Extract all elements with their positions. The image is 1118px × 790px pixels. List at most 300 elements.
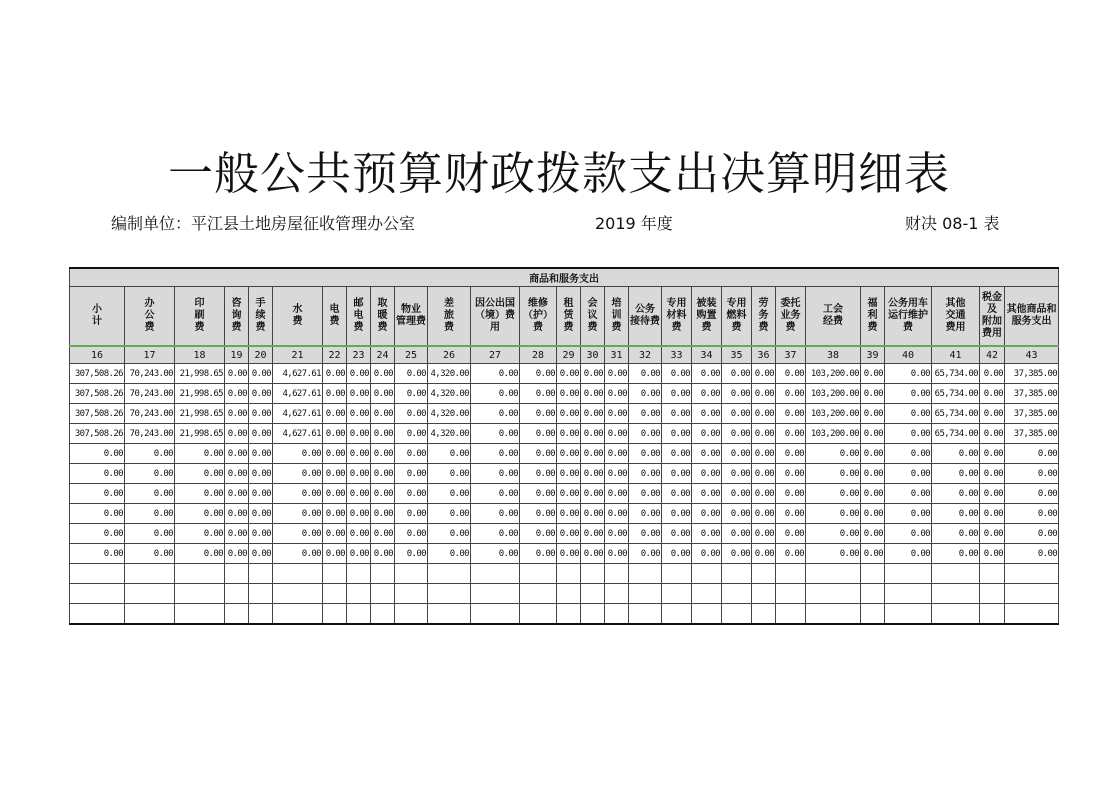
table-cell: 0.00: [125, 504, 175, 524]
table-cell: 0.00: [347, 444, 371, 464]
table-cell: 0.00: [428, 524, 471, 544]
table-cell: 0.00: [249, 544, 273, 564]
table-cell: 0.00: [371, 484, 395, 504]
table-cell: 0.00: [885, 404, 932, 424]
column-header: 公务用车 运行维护费: [885, 287, 932, 347]
table-row: [70, 444, 1059, 464]
table-cell: 0.00: [70, 544, 125, 564]
table-cell: 0.00: [980, 444, 1005, 464]
table-cell: 0.00: [249, 404, 273, 424]
table-cell: 0.00: [932, 524, 980, 544]
table-cell: 0.00: [471, 424, 520, 444]
table-cell: 21,998.65: [175, 384, 225, 404]
table-row: [70, 464, 1059, 484]
table-cell: 0.00: [395, 444, 428, 464]
table-cell: 0.00: [662, 464, 692, 484]
table-cell: 0.00: [225, 364, 249, 384]
table-cell: 0.00: [692, 364, 722, 384]
empty-cell: [323, 564, 347, 584]
table-cell: 0.00: [885, 384, 932, 404]
empty-cell: [471, 584, 520, 604]
column-number: 21: [273, 346, 323, 364]
table-row: [70, 524, 1059, 544]
table-cell: 0.00: [273, 544, 323, 564]
table-cell: 0.00: [861, 364, 885, 384]
table-cell: 0.00: [752, 404, 776, 424]
table-cell: 0.00: [581, 364, 605, 384]
table-cell: 0.00: [347, 484, 371, 504]
empty-cell: [520, 584, 557, 604]
empty-cell: [932, 564, 980, 584]
empty-cell: [752, 604, 776, 625]
table-cell: 0.00: [225, 424, 249, 444]
table-cell: 4,627.61: [273, 404, 323, 424]
column-number: 36: [752, 346, 776, 364]
table-cell: 0.00: [471, 484, 520, 504]
band-title: 商品和服务支出: [70, 268, 1059, 287]
empty-cell: [806, 604, 861, 625]
empty-cell: [629, 604, 662, 625]
table-cell: 4,320.00: [428, 404, 471, 424]
table-cell: 0.00: [722, 364, 752, 384]
table-cell: 0.00: [557, 364, 581, 384]
table-cell: 0.00: [662, 404, 692, 424]
column-number: 38: [806, 346, 861, 364]
table-cell: 70,243.00: [125, 384, 175, 404]
table-cell: 0.00: [581, 384, 605, 404]
table-cell: 0.00: [980, 504, 1005, 524]
table-cell: 0.00: [752, 504, 776, 524]
empty-cell: [692, 584, 722, 604]
table-cell: 0.00: [861, 424, 885, 444]
table-cell: 0.00: [371, 504, 395, 524]
table-cell: 70,243.00: [125, 364, 175, 384]
table-cell: 0.00: [662, 544, 692, 564]
table-cell: 0.00: [692, 544, 722, 564]
empty-cell: [395, 584, 428, 604]
empty-cell: [347, 564, 371, 584]
empty-cell: [70, 584, 125, 604]
table-cell: 0.00: [722, 544, 752, 564]
column-header: 因公出国 （境）费用: [471, 287, 520, 347]
table-cell: 0.00: [175, 464, 225, 484]
table-cell: 0.00: [662, 364, 692, 384]
table-cell: 4,627.61: [273, 384, 323, 404]
table-cell: 0.00: [885, 504, 932, 524]
table-cell: 0.00: [520, 404, 557, 424]
table-cell: 0.00: [471, 444, 520, 464]
column-number: 34: [692, 346, 722, 364]
table-cell: 0.00: [395, 464, 428, 484]
table-cell: 0.00: [557, 524, 581, 544]
table-cell: 65,734.00: [932, 424, 980, 444]
empty-cell: [273, 584, 323, 604]
column-header: 维修 （护）费: [520, 287, 557, 347]
empty-cell: [692, 604, 722, 625]
table-cell: 0.00: [722, 464, 752, 484]
table-cell: 0.00: [557, 504, 581, 524]
table-cell: 0.00: [323, 444, 347, 464]
table-cell: 0.00: [885, 464, 932, 484]
column-header: 会 议 费: [581, 287, 605, 347]
column-number: 42: [980, 346, 1005, 364]
table-row: [70, 544, 1059, 564]
empty-cell: [722, 584, 752, 604]
table-cell: 0.00: [605, 464, 629, 484]
column-header: 取 暖 费: [371, 287, 395, 347]
table-cell: 0.00: [520, 504, 557, 524]
table-cell: 65,734.00: [932, 364, 980, 384]
empty-cell: [1005, 604, 1059, 625]
table-cell: 0.00: [581, 404, 605, 424]
table-cell: 0.00: [371, 404, 395, 424]
table-cell: 0.00: [861, 404, 885, 424]
expenditure-table: [69, 267, 1059, 625]
empty-row: [70, 604, 1059, 625]
table-row: [70, 384, 1059, 404]
table-cell: 0.00: [1005, 464, 1059, 484]
empty-cell: [225, 604, 249, 625]
table-cell: 0.00: [70, 464, 125, 484]
table-row: [70, 504, 1059, 524]
table-cell: 0.00: [273, 444, 323, 464]
column-number: 37: [776, 346, 806, 364]
table-cell: 0.00: [471, 524, 520, 544]
table-cell: 0.00: [471, 504, 520, 524]
table-cell: 0.00: [323, 544, 347, 564]
table-cell: 0.00: [581, 424, 605, 444]
table-cell: 0.00: [395, 404, 428, 424]
table-cell: 0.00: [980, 364, 1005, 384]
table-cell: 0.00: [806, 464, 861, 484]
table-cell: 0.00: [1005, 544, 1059, 564]
column-number: 20: [249, 346, 273, 364]
table-cell: 0.00: [722, 504, 752, 524]
empty-cell: [175, 564, 225, 584]
table-cell: 0.00: [752, 444, 776, 464]
table-cell: 0.00: [581, 524, 605, 544]
empty-cell: [776, 604, 806, 625]
column-header: 咨 询 费: [225, 287, 249, 347]
column-number-row: [70, 346, 1059, 364]
column-header: 物业 管理费: [395, 287, 428, 347]
table-cell: 0.00: [428, 444, 471, 464]
empty-cell: [662, 584, 692, 604]
table-cell: 0.00: [125, 484, 175, 504]
empty-cell: [125, 564, 175, 584]
empty-cell: [980, 584, 1005, 604]
column-header: 公务 接待费: [629, 287, 662, 347]
empty-cell: [273, 564, 323, 584]
table-row: [70, 404, 1059, 424]
table-cell: 0.00: [722, 384, 752, 404]
table-cell: 0.00: [1005, 484, 1059, 504]
table-cell: 0.00: [273, 464, 323, 484]
table-cell: 0.00: [581, 484, 605, 504]
table-cell: 0.00: [347, 464, 371, 484]
table-cell: 0.00: [428, 464, 471, 484]
empty-cell: [428, 564, 471, 584]
table-cell: 0.00: [722, 404, 752, 424]
table-cell: 0.00: [932, 464, 980, 484]
empty-cell: [249, 564, 273, 584]
empty-cell: [249, 604, 273, 625]
table-cell: 0.00: [557, 404, 581, 424]
table-cell: 0.00: [605, 444, 629, 464]
column-number: 43: [1005, 346, 1059, 364]
table-cell: 0.00: [980, 384, 1005, 404]
table-cell: 0.00: [225, 404, 249, 424]
table-cell: 65,734.00: [932, 404, 980, 424]
column-header: 其他 交通 费用: [932, 287, 980, 347]
table-cell: 0.00: [885, 444, 932, 464]
table-cell: 0.00: [776, 444, 806, 464]
table-cell: 0.00: [249, 384, 273, 404]
table-cell: 0.00: [249, 464, 273, 484]
table-cell: 0.00: [557, 424, 581, 444]
table-cell: 0.00: [722, 424, 752, 444]
table-cell: 0.00: [980, 524, 1005, 544]
table-cell: 0.00: [629, 424, 662, 444]
table-cell: 0.00: [885, 484, 932, 504]
column-number: 22: [323, 346, 347, 364]
table-cell: 0.00: [605, 424, 629, 444]
table-cell: 0.00: [776, 544, 806, 564]
empty-cell: [885, 564, 932, 584]
empty-cell: [581, 604, 605, 625]
column-number: 35: [722, 346, 752, 364]
column-number: 25: [395, 346, 428, 364]
table-cell: 0.00: [861, 384, 885, 404]
report-title: 一般公共预算财政拨款支出决算明细表: [167, 147, 950, 200]
table-cell: 0.00: [692, 444, 722, 464]
table-cell: 0.00: [885, 424, 932, 444]
table-cell: 0.00: [347, 384, 371, 404]
column-number: 23: [347, 346, 371, 364]
table-cell: 0.00: [722, 444, 752, 464]
table-cell: 0.00: [1005, 504, 1059, 524]
table-cell: 0.00: [347, 524, 371, 544]
table-cell: 0.00: [722, 484, 752, 504]
table-cell: 0.00: [557, 384, 581, 404]
column-header: 邮 电 费: [347, 287, 371, 347]
table-cell: 0.00: [323, 524, 347, 544]
table-cell: 0.00: [225, 504, 249, 524]
column-header: 差 旅 费: [428, 287, 471, 347]
table-cell: 0.00: [371, 364, 395, 384]
table-cell: 0.00: [249, 424, 273, 444]
table-cell: 0.00: [776, 384, 806, 404]
table-cell: 0.00: [885, 544, 932, 564]
table-cell: 0.00: [776, 364, 806, 384]
table-cell: 0.00: [629, 404, 662, 424]
table-cell: 0.00: [806, 524, 861, 544]
table-cell: 0.00: [175, 524, 225, 544]
compiling-unit: 编制单位：平江县土地房屋征收管理办公室: [111, 214, 416, 233]
table-cell: 4,627.61: [273, 364, 323, 384]
table-cell: 0.00: [980, 424, 1005, 444]
column-number: 39: [861, 346, 885, 364]
table-cell: 4,320.00: [428, 424, 471, 444]
table-cell: 0.00: [395, 524, 428, 544]
column-header: 租 赁 费: [557, 287, 581, 347]
table-cell: 0.00: [662, 424, 692, 444]
empty-cell: [557, 564, 581, 584]
table-cell: 0.00: [520, 384, 557, 404]
table-cell: 65,734.00: [932, 384, 980, 404]
table-cell: 70,243.00: [125, 424, 175, 444]
table-cell: 0.00: [520, 464, 557, 484]
table-cell: 37,385.00: [1005, 404, 1059, 424]
table-cell: 0.00: [776, 424, 806, 444]
table-cell: 0.00: [395, 504, 428, 524]
table-cell: 0.00: [428, 484, 471, 504]
empty-cell: [1005, 584, 1059, 604]
column-number: 41: [932, 346, 980, 364]
table-cell: 21,998.65: [175, 364, 225, 384]
empty-cell: [861, 604, 885, 625]
table-cell: 0.00: [323, 404, 347, 424]
table-cell: 0.00: [175, 504, 225, 524]
table-cell: 0.00: [273, 524, 323, 544]
table-cell: 0.00: [605, 524, 629, 544]
table-cell: 0.00: [692, 424, 722, 444]
table-cell: 0.00: [70, 484, 125, 504]
table-cell: 0.00: [776, 524, 806, 544]
empty-cell: [347, 604, 371, 625]
column-number: 31: [605, 346, 629, 364]
column-number: 28: [520, 346, 557, 364]
empty-cell: [605, 564, 629, 584]
table-cell: 70,243.00: [125, 404, 175, 424]
table-cell: 0.00: [692, 524, 722, 544]
table-cell: 0.00: [861, 544, 885, 564]
table-cell: 0.00: [273, 484, 323, 504]
table-cell: 103,200.00: [806, 364, 861, 384]
table-cell: 0.00: [861, 524, 885, 544]
table-cell: 0.00: [806, 444, 861, 464]
empty-cell: [662, 604, 692, 625]
table-cell: 0.00: [932, 544, 980, 564]
table-cell: 0.00: [225, 464, 249, 484]
table-cell: 0.00: [692, 504, 722, 524]
empty-cell: [557, 584, 581, 604]
table-cell: 0.00: [225, 444, 249, 464]
table-cell: 21,998.65: [175, 404, 225, 424]
table-cell: 0.00: [932, 484, 980, 504]
table-cell: 0.00: [70, 524, 125, 544]
empty-cell: [371, 584, 395, 604]
empty-cell: [980, 564, 1005, 584]
table-cell: 0.00: [1005, 444, 1059, 464]
table-cell: 0.00: [125, 444, 175, 464]
table-cell: 0.00: [581, 504, 605, 524]
fiscal-year: 2019 年度: [595, 214, 673, 233]
table-cell: 0.00: [371, 544, 395, 564]
table-cell: 0.00: [885, 524, 932, 544]
column-header: 委托 业务费: [776, 287, 806, 347]
table-cell: 0.00: [471, 364, 520, 384]
empty-cell: [175, 584, 225, 604]
table-cell: 0.00: [980, 484, 1005, 504]
table-cell: 0.00: [662, 484, 692, 504]
table-cell: 0.00: [557, 444, 581, 464]
table-cell: 0.00: [629, 364, 662, 384]
empty-row: [70, 564, 1059, 584]
table-cell: 0.00: [629, 384, 662, 404]
empty-cell: [273, 604, 323, 625]
table-cell: 0.00: [629, 544, 662, 564]
empty-cell: [125, 584, 175, 604]
empty-cell: [776, 584, 806, 604]
table-cell: 0.00: [395, 544, 428, 564]
empty-cell: [629, 584, 662, 604]
column-header: 被装 购置费: [692, 287, 722, 347]
table-cell: 0.00: [70, 504, 125, 524]
table-cell: 0.00: [722, 524, 752, 544]
table-cell: 0.00: [520, 364, 557, 384]
table-cell: 0.00: [225, 484, 249, 504]
table-cell: 103,200.00: [806, 384, 861, 404]
empty-cell: [371, 564, 395, 584]
empty-row: [70, 584, 1059, 604]
table-cell: 4,627.61: [273, 424, 323, 444]
table-cell: 0.00: [395, 364, 428, 384]
table-cell: 0.00: [428, 504, 471, 524]
column-header: 福 利 费: [861, 287, 885, 347]
table-cell: 0.00: [605, 404, 629, 424]
table-cell: 0.00: [471, 404, 520, 424]
table-cell: 0.00: [980, 544, 1005, 564]
table-cell: 0.00: [932, 444, 980, 464]
table-cell: 0.00: [752, 384, 776, 404]
empty-cell: [692, 564, 722, 584]
table-cell: 0.00: [806, 544, 861, 564]
table-cell: 103,200.00: [806, 404, 861, 424]
table-cell: 307,508.26: [70, 384, 125, 404]
column-header: 电 费: [323, 287, 347, 347]
empty-cell: [861, 564, 885, 584]
table-cell: 0.00: [1005, 524, 1059, 544]
empty-cell: [471, 604, 520, 625]
table-cell: 0.00: [605, 484, 629, 504]
table-cell: 0.00: [225, 524, 249, 544]
table-cell: 4,320.00: [428, 364, 471, 384]
table-cell: 0.00: [225, 384, 249, 404]
empty-cell: [347, 584, 371, 604]
column-number: 29: [557, 346, 581, 364]
table-cell: 21,998.65: [175, 424, 225, 444]
empty-cell: [776, 564, 806, 584]
empty-cell: [885, 604, 932, 625]
table-cell: 307,508.26: [70, 364, 125, 384]
empty-cell: [225, 584, 249, 604]
table-cell: 0.00: [557, 544, 581, 564]
table-cell: 0.00: [692, 384, 722, 404]
table-cell: 0.00: [776, 484, 806, 504]
table-cell: 37,385.00: [1005, 424, 1059, 444]
table-cell: 0.00: [175, 544, 225, 564]
column-header: 工会 经费: [806, 287, 861, 347]
empty-cell: [520, 604, 557, 625]
empty-cell: [471, 564, 520, 584]
table-cell: 0.00: [806, 504, 861, 524]
table-cell: 0.00: [629, 504, 662, 524]
column-header: 专用 材料费: [662, 287, 692, 347]
empty-cell: [662, 564, 692, 584]
column-header: 专用 燃料费: [722, 287, 752, 347]
empty-cell: [581, 584, 605, 604]
